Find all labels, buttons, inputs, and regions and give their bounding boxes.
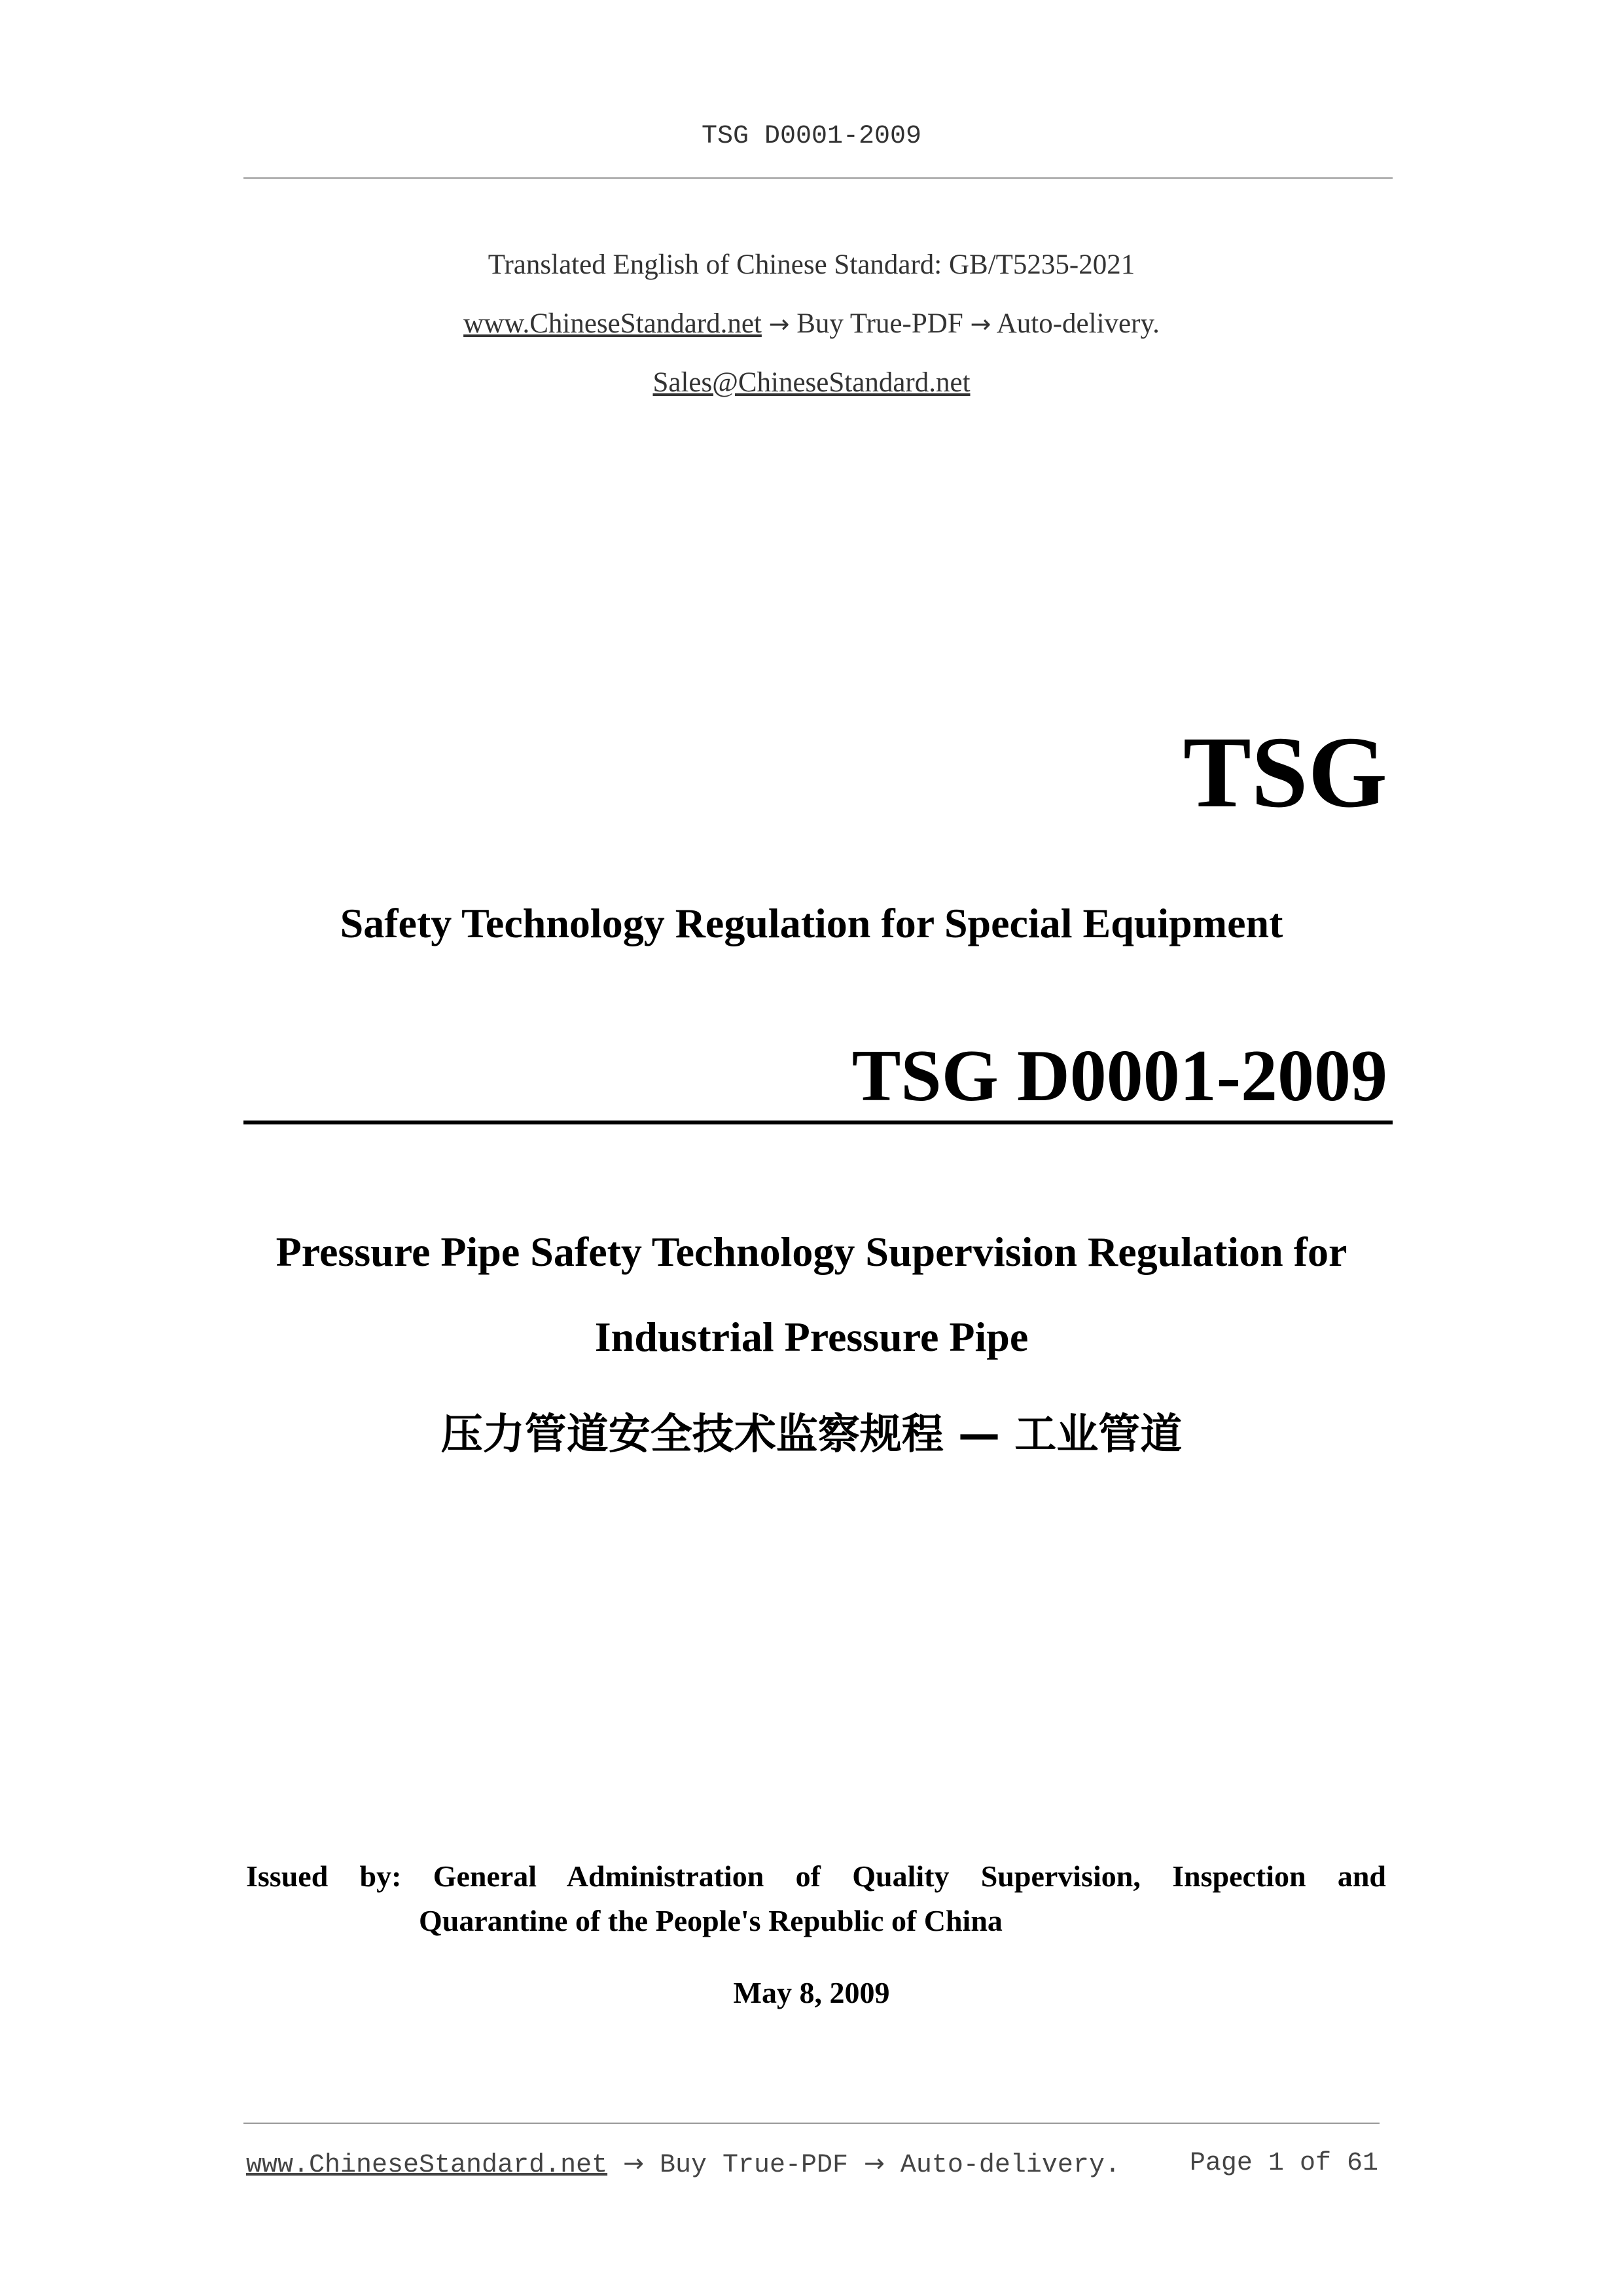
series-abbreviation: TSG [1183,715,1387,829]
translation-note: Translated English of Chinese Standard: GB/T5235-2021 [488,249,1135,280]
document-number: TSG D0001-2009 [851,1035,1387,1117]
page-label: Page [1189,2149,1253,2178]
footer-divider [243,2123,1380,2124]
page-indicator [1190,2149,1378,2178]
of-label: of [1299,2149,1331,2178]
delivery-text: Auto-delivery. [996,308,1160,339]
page-number: 1 [1268,2149,1284,2178]
email-line [0,367,1623,399]
english-title-line-2: Industrial Pressure Pipe [594,1314,1029,1360]
series-title: Safety Technology Regulation for Special Equipment [340,900,1283,946]
issue-date: May 8, 2009 [733,1976,890,2009]
footer [246,2149,1378,2180]
email-link[interactable]: Sales@ChineseStandard.net [652,367,971,398]
footer-delivery-text: Auto-delivery. [900,2151,1120,2180]
arrow-right-icon: → [768,310,790,338]
issuer-line-2: Quarantine of the People's Republic of China [419,1904,1003,1937]
issuer-line-1: Issued by: General Administration of Quality Supervision, Inspection and [246,1859,1386,1893]
title-divider [243,1121,1393,1124]
arrow-right-icon: → [864,2149,885,2178]
footer-buy-text: Buy True-PDF [659,2151,849,2180]
arrow-right-icon: → [970,310,991,338]
arrow-right-icon: → [623,2149,644,2178]
issuer-block [246,1854,1386,1943]
header-divider [243,177,1393,179]
buy-text: Buy True-PDF [796,308,963,339]
chinese-title: 压力管道安全技术监察规程 — 工业管道 [440,1410,1183,1459]
footer-website-link[interactable]: www.ChineseStandard.net [246,2151,608,2180]
purchase-line [0,308,1623,340]
english-title-line-1: Pressure Pipe Safety Technology Supervision Regulation for [276,1229,1347,1275]
website-link[interactable]: www.ChineseStandard.net [463,308,762,339]
page-total: 61 [1346,2149,1378,2178]
running-header: TSG D0001-2009 [701,122,922,151]
